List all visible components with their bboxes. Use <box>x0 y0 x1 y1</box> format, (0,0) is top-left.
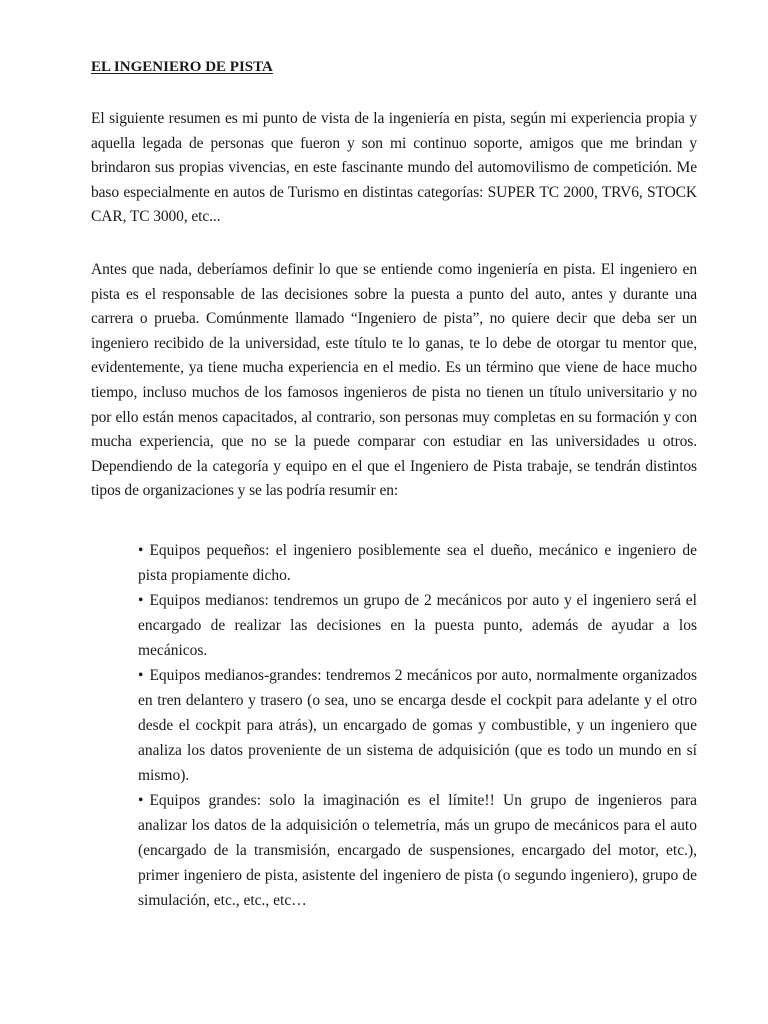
list-item <box>138 538 697 588</box>
document-title: EL INGENIERO DE PISTA <box>91 59 273 75</box>
list-item-text: Equipos medianos-grandes: tendremos 2 mecánicos por auto, normalmente organizados en tren delantero y trasero (o sea, uno se encarga desde el cockpit para adelante y el otro desde el cockpit para atrás), un encargado de gomas y combustible, y un ingeniero que analiza los datos proveniente de un sistema de adquisición (que es todo un mundo en sí mismo). <box>138 667 697 784</box>
bullet-icon: • <box>138 542 144 559</box>
list-item-text: Equipos medianos: tendremos un grupo de 2 mecánicos por auto y el ingeniero será el encargado de realizar las decisiones en la puesta punto, además de ayudar a los mecánicos. <box>138 592 697 659</box>
list-item-text: Equipos pequeños: el ingeniero posiblemente sea el dueño, mecánico e ingeniero de pista propiamente dicho. <box>138 542 697 584</box>
bullet-icon: • <box>138 667 144 684</box>
list-item-text: Equipos grandes: solo la imaginación es el límite!! Un grupo de ingenieros para analizar los datos de la adquisición o telemetría, más un grupo de mecánicos para el auto (encargado de la transmisión, encargado de suspensiones, encargado del motor, etc.), primer ingeniero de pista, asistente del ingeniero de pista (o segundo ingeniero), grupo de simulación, etc., etc., etc… <box>138 792 697 909</box>
bullet-icon: • <box>138 792 144 809</box>
intro-paragraph: El siguiente resumen es mi punto de vista de la ingeniería en pista, según mi experiencia propia y aquella legada de personas que fueron y son mi continuo soporte, amigos que me brindan y brindaron sus propias vivencias, en este fascinante mundo del automovilismo de competición. Me baso especialmente en autos de Turismo en distintas categorías: SUPER TC 2000, TRV6, STOCK CAR, TC 3000, etc... <box>91 110 697 226</box>
list-item <box>138 788 697 913</box>
list-item <box>138 588 697 663</box>
bullet-icon: • <box>138 592 144 609</box>
definition-paragraph: Antes que nada, deberíamos definir lo que se entiende como ingeniería en pista. El ingeniero en pista es el responsable de las decisiones sobre la puesta a punto del auto, antes y durante una carrera o prueba. Comúnmente llamado “Ingeniero de pista”, no quiere decir que deba ser un ingeniero recibido de la universidad, este título te lo ganas, te lo debe de otorgar tu mentor que, evidentemente, ya tiene mucha experiencia en el medio. Es un término que viene de hace mucho tiempo, incluso muchos de los famosos ingenieros de pista no tienen un título universitario y no por ello están menos capacitados, al contrario, son personas muy completas en su formación y con mucha experiencia, que no se la puede comparar con estudiar en las universidades u otros. Dependiendo de la categoría y equipo en el que el Ingeniero de Pista trabaje, se tendrán distintos tipos de organizaciones y se las podría resumir en: <box>91 261 697 500</box>
list-item <box>138 663 697 788</box>
team-types-list <box>138 538 697 913</box>
